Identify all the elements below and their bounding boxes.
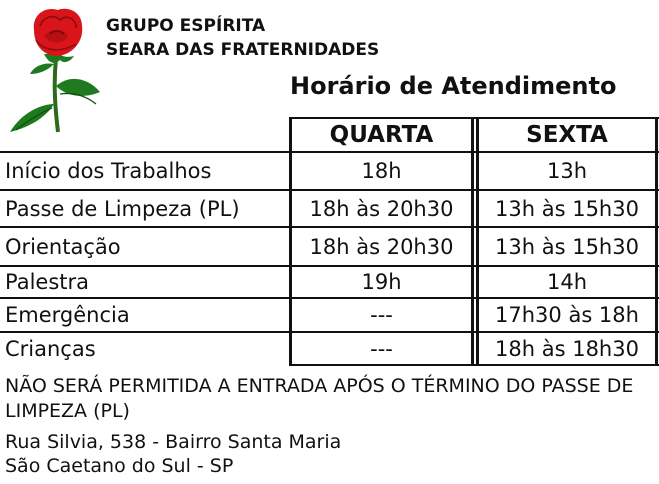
table-line	[655, 117, 658, 366]
quarta-time: ---	[370, 336, 393, 361]
row-label: Palestra	[5, 270, 90, 294]
organization-line1: GRUPO ESPÍRITA	[106, 16, 266, 36]
row-label: Emergência	[5, 303, 130, 327]
entry-notice: NÃO SERÁ PERMITIDA A ENTRADA APÓS O TÉRMINO DO PASSE DE LIMPEZA (PL)	[5, 375, 634, 422]
address	[5, 430, 341, 478]
quarta-time: 19h	[361, 270, 402, 294]
row-label: Orientação	[5, 234, 121, 259]
sexta-time: 17h30 às 18h	[495, 303, 639, 327]
schedule-table	[0, 117, 659, 367]
row-label: Crianças	[5, 336, 96, 361]
quarta-time: 18h às 20h30	[309, 196, 454, 221]
address-city: São Caetano do Sul - SP	[5, 455, 234, 477]
sexta-time: 13h	[546, 159, 588, 183]
row-label: Início dos Trabalhos	[5, 159, 212, 183]
row-label: Passe de Limpeza (PL)	[5, 196, 240, 221]
address-street: Rua Silvia, 538 - Bairro Santa Maria	[5, 431, 342, 453]
quarta-time: 18h	[361, 159, 402, 183]
column-header-quarta: QUARTA	[329, 122, 434, 148]
schedule-title: Horário de Atendimento	[290, 72, 617, 100]
column-header-sexta: SEXTA	[526, 122, 608, 148]
organization-name	[106, 14, 379, 62]
organization-line2: SEARA DAS FRATERNIDADES	[106, 40, 380, 60]
table-line	[289, 364, 659, 366]
sexta-time: 14h	[546, 270, 588, 294]
sexta-time: 13h às 15h30	[495, 234, 639, 259]
sexta-time: 13h às 15h30	[495, 196, 639, 221]
quarta-time: ---	[370, 303, 393, 327]
table-line	[471, 117, 474, 366]
sexta-time: 18h às 18h30	[495, 336, 639, 361]
quarta-time: 18h às 20h30	[309, 234, 454, 259]
